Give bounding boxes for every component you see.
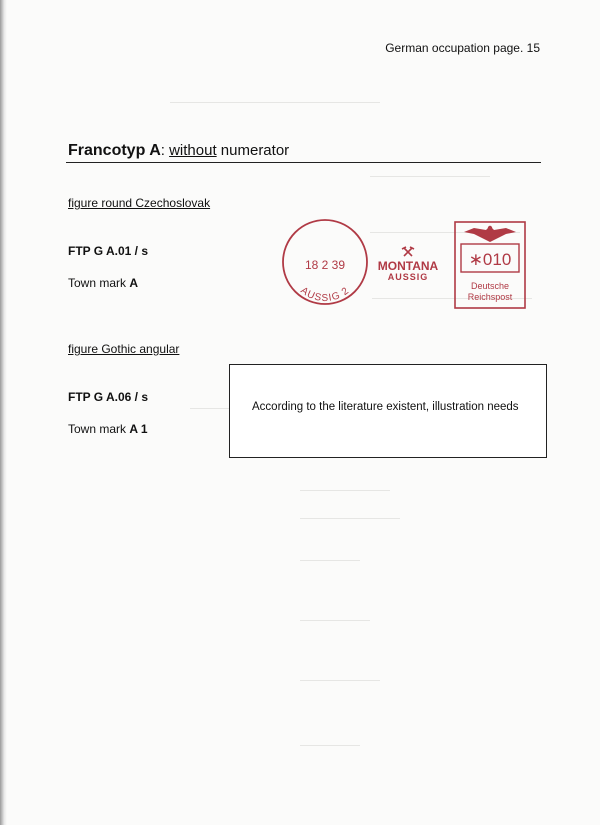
town-cancel-circle xyxy=(283,220,367,304)
show-through-line xyxy=(170,102,380,103)
illustration-needed-box xyxy=(229,364,547,458)
section-heading-gothic: figure Gothic angular xyxy=(68,342,180,356)
illustration-needed-text: According to the literature existent, illustration needs xyxy=(252,401,519,413)
town-mark-letter: A 1 xyxy=(129,422,148,436)
franking-value-frame xyxy=(455,222,525,308)
hammer-pick-icon xyxy=(402,247,414,256)
meter-authority-line1: Deutsche xyxy=(470,281,510,291)
show-through-line xyxy=(300,490,390,491)
company-name: MONTANA xyxy=(377,259,439,273)
cancel-town-arc: AUSSIG 2 xyxy=(298,285,352,305)
eagle-icon xyxy=(464,226,516,242)
title-rest: numerator xyxy=(216,142,290,159)
town-mark-a1 xyxy=(68,422,148,436)
type-code-a01: FTP G A.01 / s xyxy=(68,244,149,258)
town-mark-label: Town mark xyxy=(68,276,130,290)
svg-text:AUSSIG 2 xyxy=(298,285,351,304)
town-mark-letter: A xyxy=(129,276,139,290)
meter-stamp-illustration xyxy=(270,212,540,312)
town-mark-label: Town mark xyxy=(68,422,130,436)
show-through-line xyxy=(300,518,400,519)
show-through-line xyxy=(300,560,360,561)
show-through-line xyxy=(370,176,490,177)
type-code-a06: FTP G A.06 / s xyxy=(68,390,149,404)
cancel-date: 18 2 39 xyxy=(304,258,346,272)
page-header: German occupation page. 15 xyxy=(385,41,540,55)
show-through-line xyxy=(300,620,370,621)
title-name: Francotyp A xyxy=(68,142,161,159)
scan-edge-shadow xyxy=(0,0,7,825)
page-title xyxy=(68,142,289,160)
title-rule xyxy=(66,162,541,163)
franking-value: ∗010 xyxy=(468,250,512,269)
company-slogan xyxy=(378,247,439,282)
show-through-line xyxy=(300,745,360,746)
town-mark-a xyxy=(68,276,138,290)
section-heading-round: figure round Czechoslovak xyxy=(68,196,211,210)
title-colon: : xyxy=(160,142,170,159)
show-through-line xyxy=(300,680,380,681)
meter-authority-line2: Reichspost xyxy=(467,292,513,302)
title-qualifier: without xyxy=(169,142,217,159)
company-town: AUSSIG xyxy=(387,272,429,282)
